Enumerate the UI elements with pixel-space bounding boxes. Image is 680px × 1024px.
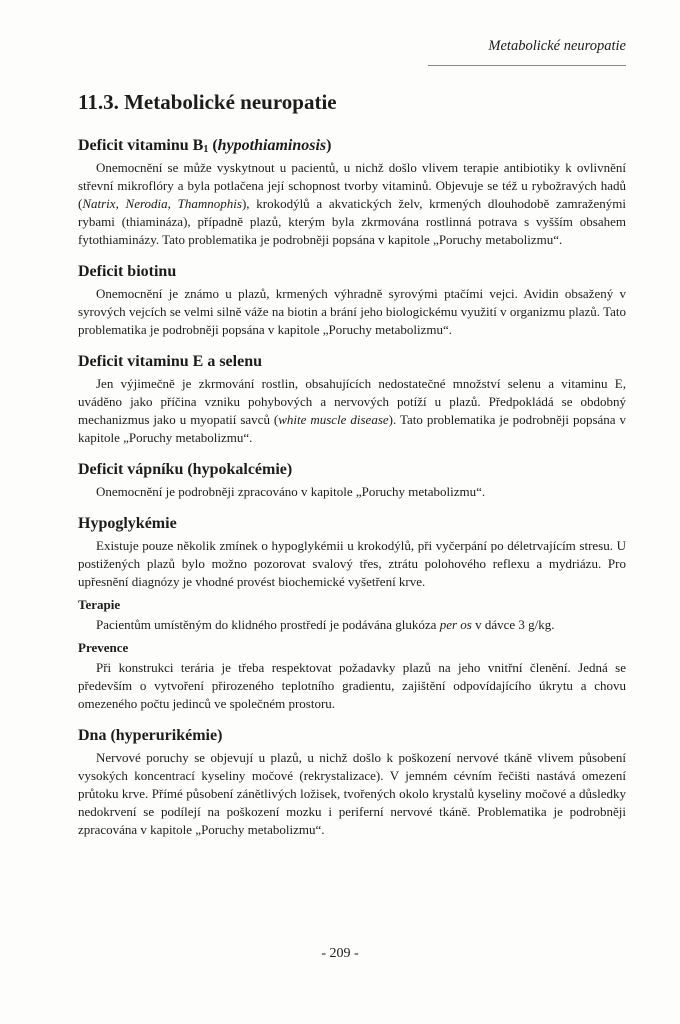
paragraph-biotin: Onemocnění je známo u plazů, krmených výhradně syrovými ptačími vejci. Avidin obsažený v syrových vejcích se velmi silně váže na biotin a brání jeho biologickému využití v organizmu plazů. Tato problematika je podrobněji popsána v kapitole „Poruchy metabolizmu“.: [78, 286, 626, 337]
paragraph-calcium: Onemocnění je podrobněji zpracováno v kapitole „Poruchy metabolizmu“.: [96, 484, 486, 499]
subheading-therapy: Terapie: [78, 597, 121, 612]
paragraph-vitamin-e-term: white muscle disease: [278, 412, 389, 427]
header-rule: [428, 65, 626, 66]
paragraph-b1: [78, 159, 626, 249]
paragraph-b1-rest: ), krokodýlů a akvatických želv, krmených dlouhodobě zamraženými rybami (thiamináza), případně plazů, kterým byla zkrmována rostlinná potrava s vyšším obsahem fytothiaminázy. Tato problematika je podrobněji popsána v kapitole „Poruchy metabolizmu“.: [78, 196, 626, 247]
paragraph-hypoglycemia: Existuje pouze několik zmínek o hypoglykémii u krokodýlů, při vyčerpání po déletrvajícím stresu. U postižených plazů bylo možno pozorovat svalový třes, ztrátu polohového reflexu a mydriázu. Pro upřesnění diagnózy je vhodné provést biochemické vyšetření krve.: [78, 538, 626, 589]
heading-hypoglycemia: Hypoglykémie: [78, 515, 177, 532]
heading-gout: Dna (hyperurikémie): [78, 727, 223, 744]
heading-b1-main: Deficit vitaminu B: [78, 137, 204, 154]
paragraph-prevention: Při konstrukci terária je třeba respektovat požadavky plazů na jeho vnitřní členění. Jedná se především o vytvoření přirozeného teplotního gradientu, zajištění odpovídajícího úkrytu a chovu omezeného počtu jedinců ve společném prostoru.: [78, 660, 626, 711]
paragraph-gout: Nervové poruchy se objevují u plazů, u nichž došlo k poškození nervové tkáně vlivem působení vysokých koncentrací kyseliny močové (rekrystalizace). V jemném cévním řečišti nastává omezení průtoku krve. Přímé působení zánětlivých ložisek, tvořených okolo krystalů kyseliny močové a důsledky nedokrvení se podílejí na poškození mozku i periferní nervové tkáně. Problematika je podrobněji zpracována v kapitole „Poruchy metabolizmu“.: [78, 750, 626, 837]
paragraph-therapy-rest: v dávce 3 g/kg.: [471, 617, 555, 632]
paragraph-therapy: [78, 616, 626, 634]
heading-deficit-biotin: Deficit biotinu: [78, 263, 177, 280]
paragraph-vitamin-e: [78, 375, 626, 447]
paragraph-therapy-text: Pacientům umístěným do klidného prostředí je podávána glukóza: [96, 617, 440, 632]
heading-b1-term: hypothiaminosis: [217, 137, 327, 154]
paragraph-b1-text: Onemocnění se může vyskytnout u pacientů, u nichž došlo vlivem terapie antibiotiky k ovlivnění střevní mikroflóry a byla potlačena její schopnost tvorby vitaminů. Objevuje se též u rybožravých hadů (: [78, 160, 626, 211]
paragraph-vitamin-e-text: Jen výjimečně je zkrmování rostlin, obsahujících nedostatečné množství selenu a vitaminu E, uváděno jako příčina vzniku pohybových a nervových potíží u plazů. Předpokládá se obdobný mechanizmus jako u myopatií savců (: [78, 376, 626, 427]
page-number: - 209 -: [321, 946, 359, 961]
subheading-prevention: Prevence: [78, 640, 129, 655]
section-title: 11.3. Metabolické neuropatie: [78, 90, 337, 114]
heading-deficit-calcium: Deficit vápníku (hypokalcémie): [78, 461, 293, 478]
paragraph-therapy-term: per os: [439, 617, 472, 632]
running-header: Metabolické neuropatie: [488, 38, 626, 54]
heading-deficit-vitamin-e: Deficit vitaminu E a selenu: [78, 353, 262, 370]
paragraph-b1-species: Natrix, Nerodia, Thamnophis: [82, 196, 242, 211]
heading-b1-close: ): [326, 137, 332, 154]
heading-b1-subscript: 1: [203, 144, 209, 155]
heading-deficit-b1: [78, 137, 626, 155]
heading-b1-open: (: [208, 137, 218, 154]
paragraph-vitamin-e-rest: ). Tato problematika je podrobněji popsána v kapitole „Poruchy metabolizmu“.: [78, 412, 626, 445]
page-content: [78, 90, 626, 839]
